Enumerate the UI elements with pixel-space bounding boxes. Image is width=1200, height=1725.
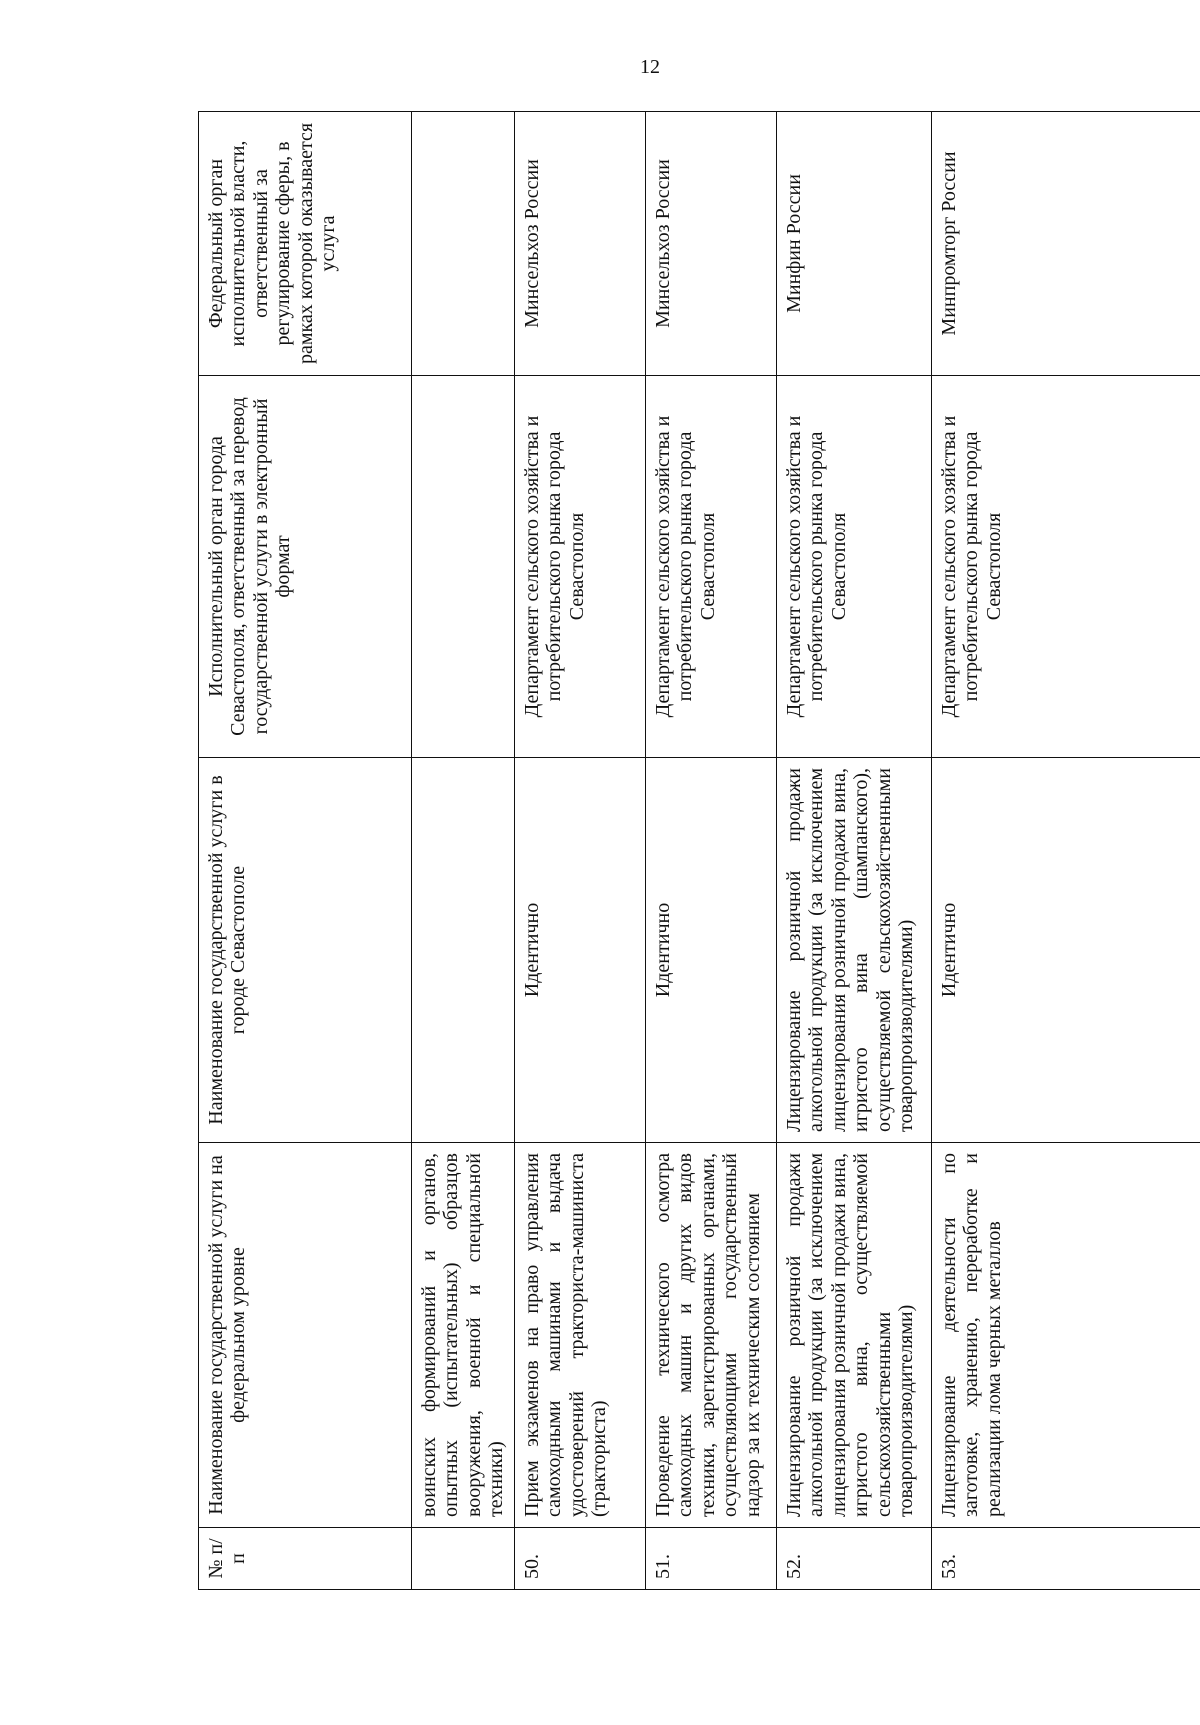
rotated-table-container	[198, 112, 1200, 1590]
cell-sevastopol-name: Идентично	[515, 758, 646, 1143]
cell-sevastopol-name: Идентично	[932, 758, 1200, 1143]
table-row	[932, 112, 1200, 1590]
page-number: 12	[640, 56, 660, 78]
cell-sevastopol-name: Идентично	[646, 758, 777, 1143]
header-sevastopol-name: Наименование государственной услуги в городе Севастополе	[199, 758, 412, 1143]
cell-num: 53.	[932, 1528, 1200, 1590]
cell-federal-body: Минсельхоз России	[515, 112, 646, 376]
cell-executive-body: Департамент сельского хозяйства и потребительского рынка города Севастополя	[515, 376, 646, 758]
table-row	[515, 112, 646, 1590]
cell-federal-body: Минфин России	[777, 112, 932, 376]
cell-num: 50.	[515, 1528, 646, 1590]
header-federal-body: Федеральный орган исполнительной власти, ответственный за регулирование сферы, в рамках которой оказывается услуга	[199, 112, 412, 376]
header-executive-body: Исполнительный орган города Севастополя, ответственный за перевод государственной услуги в электронный формат	[199, 376, 412, 758]
cell-sevastopol-name	[412, 758, 515, 1143]
header-federal-name: Наименование государственной услуги на федеральном уровне	[199, 1143, 412, 1528]
cell-federal-body	[412, 112, 515, 376]
table-row	[646, 112, 777, 1590]
cell-federal-body: Минсельхоз России	[646, 112, 777, 376]
services-table	[198, 111, 1200, 1590]
cell-executive-body: Департамент сельского хозяйства и потребительского рынка города Севастополя	[932, 376, 1200, 758]
header-num: № п/п	[199, 1528, 412, 1590]
table-header-row	[199, 112, 412, 1590]
cell-num: 51.	[646, 1528, 777, 1590]
cell-executive-body	[412, 376, 515, 758]
cell-federal-name: воинских формирований и органов, опытных (испытательных) образцов вооружения, военной и специальной техники)	[412, 1143, 515, 1528]
cell-federal-name: Прием экзаменов на право управления самоходными машинами и выдача удостоверений тракториста-машиниста (тракториста)	[515, 1143, 646, 1528]
table-row-continuation	[412, 112, 515, 1590]
cell-num: 52.	[777, 1528, 932, 1590]
cell-federal-body: Минпромторг России	[932, 112, 1200, 376]
cell-federal-name: Лицензирование розничной продажи алкогольной продукции (за исключением лицензирования розничной продажи вина, игристого вина, осуществляемой сельскохозяйственными товаропроизводителями)	[777, 1143, 932, 1528]
cell-federal-name: Лицензирование деятельности по заготовке, хранению, переработке и реализации лома черных металлов	[932, 1143, 1200, 1528]
cell-num	[412, 1528, 515, 1590]
table-row	[777, 112, 932, 1590]
cell-federal-name: Проведение технического осмотра самоходных машин и других видов техники, зарегистрированных органами, осуществляющими государственный надзор за их техническим состоянием	[646, 1143, 777, 1528]
cell-sevastopol-name: Лицензирование розничной продажи алкогольной продукции (за исключением лицензирования розничной продажи вина, игристого вина (шампанского), осуществляемой сельскохозяйственными товаропроизводителями)	[777, 758, 932, 1143]
cell-executive-body: Департамент сельского хозяйства и потребительского рынка города Севастополя	[777, 376, 932, 758]
cell-executive-body: Департамент сельского хозяйства и потребительского рынка города Севастополя	[646, 376, 777, 758]
